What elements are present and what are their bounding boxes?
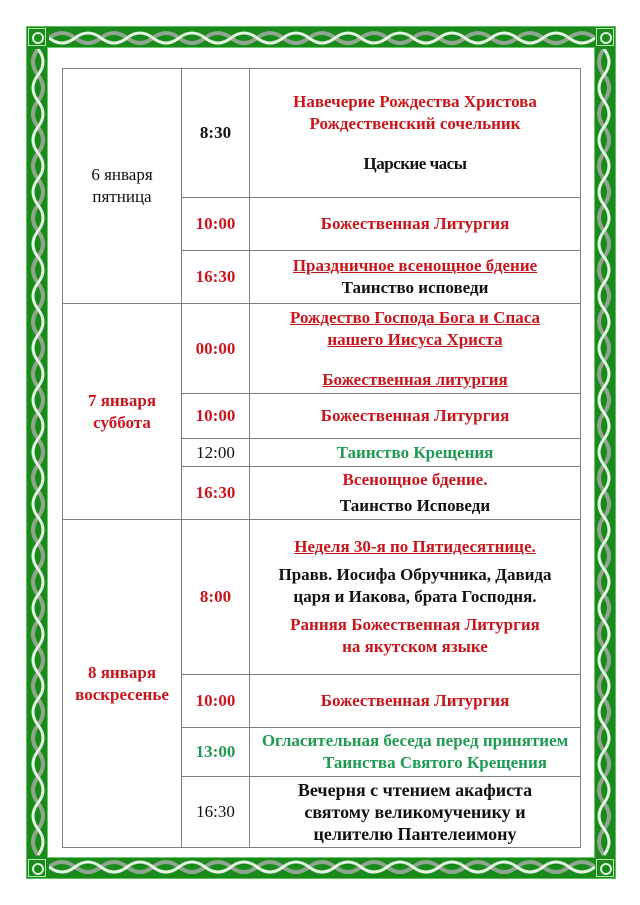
- time-cell: 10:00: [182, 394, 250, 439]
- rope-ornament-bottom: [49, 857, 595, 877]
- event-title: Навечерие Рождества Христова: [293, 92, 537, 111]
- event-cell: [250, 728, 581, 777]
- time-cell: 13:00: [182, 728, 250, 777]
- event-line1: Вечерня с чтением акафиста: [297, 780, 533, 800]
- corner-ornament-bottom-right: [596, 859, 614, 877]
- time-cell: 10:00: [182, 675, 250, 728]
- table-row: [63, 69, 581, 198]
- event-cell: [250, 69, 581, 198]
- event-service: Таинство Исповеди: [339, 496, 491, 515]
- rope-ornament-left: [28, 49, 48, 858]
- date-cell-jan6: [63, 69, 182, 304]
- time-cell: 16:30: [182, 467, 250, 520]
- event-subtitle: Рождественский сочельник: [309, 114, 521, 133]
- event-service: Царские часы: [363, 154, 467, 173]
- time-cell: 8:30: [182, 69, 250, 198]
- event-saints-line1: Правв. Иосифа Обручника, Давида: [278, 565, 552, 584]
- date-cell-jan8: [63, 520, 182, 848]
- service-schedule-table: [62, 68, 581, 848]
- time-cell: 16:30: [182, 777, 250, 848]
- event-cell: Божественная Литургия: [250, 198, 581, 251]
- rope-ornament-right: [594, 49, 614, 858]
- event-service: Божественная литургия: [322, 369, 508, 389]
- corner-ornament-top-right: [596, 28, 614, 46]
- rope-ornament-top: [49, 28, 595, 48]
- table-row: [63, 304, 581, 394]
- weekday-label: пятница: [92, 187, 152, 206]
- time-cell: 8:00: [182, 520, 250, 675]
- event-cell: [250, 467, 581, 520]
- event-service-line2: на якутском языке: [342, 637, 488, 656]
- event-cell: [250, 304, 581, 394]
- event-title: Всенощное бдение.: [342, 470, 488, 489]
- date-label: 7 января: [87, 390, 157, 410]
- event-line3: целителю Пантелеимону: [313, 824, 517, 844]
- event-cell: [250, 251, 581, 304]
- time-cell: 16:30: [182, 251, 250, 304]
- event-saints-line2: царя и Иакова, брата Господня.: [293, 587, 537, 606]
- time-cell: 00:00: [182, 304, 250, 394]
- weekday-label: суббота: [93, 412, 151, 432]
- event-cell: [250, 777, 581, 848]
- date-cell-jan7: [63, 304, 182, 520]
- event-title: Огласительная беседа перед принятием: [261, 731, 569, 750]
- event-service-line1: Ранняя Божественная Литургия: [290, 615, 540, 634]
- corner-ornament-top-left: [28, 28, 46, 46]
- event-cell: Божественная Литургия: [250, 394, 581, 439]
- event-cell: Божественная Литургия: [250, 675, 581, 728]
- date-label: 8 января: [87, 662, 157, 682]
- event-title: Рождество Господа Бога и Спаса: [289, 307, 541, 327]
- date-label: 6 января: [91, 165, 153, 184]
- event-line2: святому великомученику и: [304, 802, 526, 822]
- event-title: Неделя 30-я по Пятидесятнице.: [294, 537, 536, 556]
- event-service: Таинство исповеди: [341, 278, 489, 297]
- event-title: Праздничное всенощное бдение: [292, 256, 538, 275]
- weekday-label: воскресенье: [75, 684, 169, 704]
- event-subtitle: нашего Иисуса Христа: [327, 329, 503, 349]
- event-cell: [250, 520, 581, 675]
- time-cell: 10:00: [182, 198, 250, 251]
- time-cell: 12:00: [182, 439, 250, 467]
- event-cell: Таинство Крещения: [250, 439, 581, 467]
- corner-ornament-bottom-left: [28, 859, 46, 877]
- table-row: [63, 520, 581, 675]
- event-subtitle: Таинства Святого Крещения: [323, 753, 547, 772]
